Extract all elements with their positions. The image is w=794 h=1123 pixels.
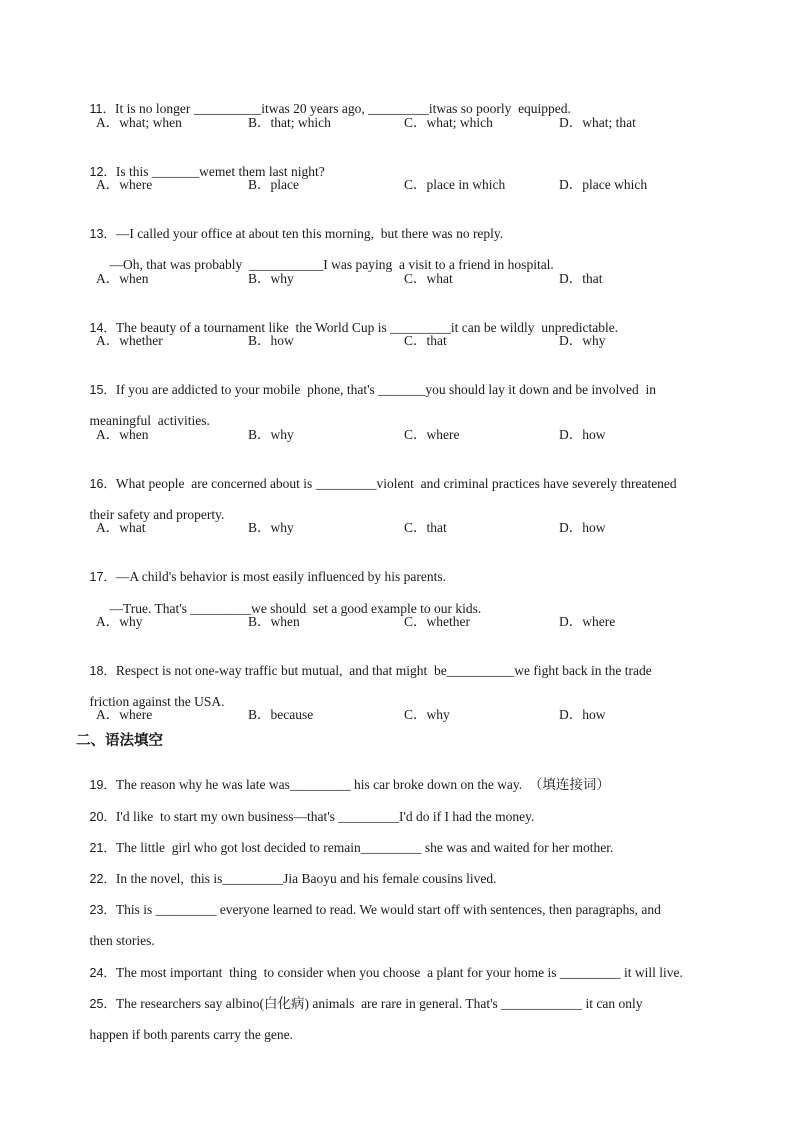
question-11-options bbox=[96, 114, 736, 132]
question-16-options bbox=[96, 519, 736, 537]
question-text: Is this _______wemet them last night? bbox=[115, 164, 325, 179]
question-text: —I called your office at about ten this morning, but there was no reply. bbox=[115, 226, 504, 241]
question-18-options bbox=[96, 706, 736, 724]
question-text-continued: friction against the USA. bbox=[89, 694, 225, 709]
question-text: The reason why he was late was_________ his car broke down on the way. （填连接词） bbox=[115, 777, 610, 792]
option-c: C．place in which bbox=[404, 177, 506, 192]
question-13-options bbox=[96, 270, 736, 288]
question-text: What people are concerned about is _________violent and criminal practices have severely threatened bbox=[115, 476, 677, 491]
option-a: A．when bbox=[96, 427, 149, 442]
question-number: 21． bbox=[89, 841, 116, 855]
option-c: C．whether bbox=[404, 614, 470, 629]
question-text: It is no longer __________itwas 20 years ago, _________itwas so poorly equipped. bbox=[114, 101, 571, 116]
question-text-continued: —Oh, that was probably ___________I was paying a visit to a friend in hospital. bbox=[109, 257, 554, 272]
question-text: The little girl who got lost decided to remain_________ she was and waited for her mother. bbox=[115, 840, 614, 855]
option-c: C．where bbox=[404, 427, 460, 442]
section-heading: 二、语法填空 bbox=[76, 733, 163, 749]
question-number: 12． bbox=[89, 165, 116, 179]
question-number: 17． bbox=[89, 570, 116, 584]
question-text: The researchers say albino(白化病) animals are rare in general. That's ____________ it can only bbox=[115, 996, 643, 1011]
option-b: B．place bbox=[248, 177, 299, 192]
question-text: Respect is not one-way traffic but mutual, and that might be__________we fight back in the trade bbox=[115, 663, 652, 678]
option-b: B．how bbox=[248, 333, 294, 348]
option-c: C．that bbox=[404, 520, 447, 535]
question-text: —A child's behavior is most easily influenced by his parents. bbox=[115, 569, 447, 584]
question-number: 16． bbox=[89, 477, 116, 491]
option-d: D．place which bbox=[559, 177, 648, 192]
option-a: A．whether bbox=[96, 333, 163, 348]
question-number: 22． bbox=[89, 872, 116, 886]
option-d: D．why bbox=[559, 333, 606, 348]
option-b: B．why bbox=[248, 520, 294, 535]
question-number: 14． bbox=[89, 321, 116, 335]
question-text-continued: —True. That's _________we should set a good example to our kids. bbox=[109, 601, 482, 616]
question-number: 24． bbox=[89, 966, 116, 980]
option-c: C．why bbox=[404, 707, 450, 722]
question-text-continued: then stories. bbox=[89, 933, 155, 948]
question-text: This is _________ everyone learned to read. We would start off with sentences, then paragraphs, and bbox=[115, 902, 661, 917]
option-d: D．how bbox=[559, 520, 606, 535]
question-number: 18． bbox=[89, 664, 116, 678]
question-number: 23． bbox=[89, 903, 116, 917]
question-12-options bbox=[96, 176, 736, 194]
option-c: C．what; which bbox=[404, 115, 493, 130]
question-number: 15． bbox=[89, 383, 116, 397]
question-text: The beauty of a tournament like the World Cup is _________it can be wildly unpredictable. bbox=[115, 320, 619, 335]
option-b: B．because bbox=[248, 707, 314, 722]
option-a: A．what bbox=[96, 520, 146, 535]
option-b: B．why bbox=[248, 271, 294, 286]
question-17-options bbox=[96, 613, 736, 631]
question-number: 20． bbox=[89, 810, 116, 824]
option-d: D．that bbox=[559, 271, 603, 286]
option-d: D．how bbox=[559, 427, 606, 442]
question-text: The most important thing to consider when you choose a plant for your home is _________ it will live. bbox=[115, 965, 683, 980]
option-d: D．how bbox=[559, 707, 606, 722]
option-a: A．where bbox=[96, 707, 153, 722]
question-25-wrap bbox=[76, 1008, 293, 1062]
question-text: In the novel, this is_________Jia Baoyu and his female cousins lived. bbox=[115, 871, 497, 886]
question-text: I'd like to start my own business—that's _________I'd do if I had the money. bbox=[115, 809, 535, 824]
option-b: B．when bbox=[248, 614, 300, 629]
question-number: 19． bbox=[89, 778, 116, 792]
option-c: C．that bbox=[404, 333, 447, 348]
question-text: If you are addicted to your mobile phone, that's _______you should lay it down and be involved in bbox=[115, 382, 656, 397]
option-d: D．where bbox=[559, 614, 616, 629]
question-14-options bbox=[96, 332, 736, 350]
question-15-options bbox=[96, 426, 736, 444]
option-c: C．what bbox=[404, 271, 453, 286]
question-number: 25． bbox=[89, 997, 116, 1011]
question-number: 13． bbox=[89, 227, 116, 241]
question-text-continued: meaningful activities. bbox=[89, 413, 210, 428]
option-a: A．where bbox=[96, 177, 153, 192]
option-a: A．what; when bbox=[96, 115, 182, 130]
question-number: 11． bbox=[89, 102, 115, 116]
option-d: D．what; that bbox=[559, 115, 636, 130]
question-text-continued: happen if both parents carry the gene. bbox=[89, 1027, 294, 1042]
option-b: B．why bbox=[248, 427, 294, 442]
option-a: A．why bbox=[96, 614, 143, 629]
option-a: A．when bbox=[96, 271, 149, 286]
question-text-continued: their safety and property. bbox=[89, 507, 225, 522]
question-23 bbox=[76, 883, 661, 937]
option-b: B．that; which bbox=[248, 115, 331, 130]
